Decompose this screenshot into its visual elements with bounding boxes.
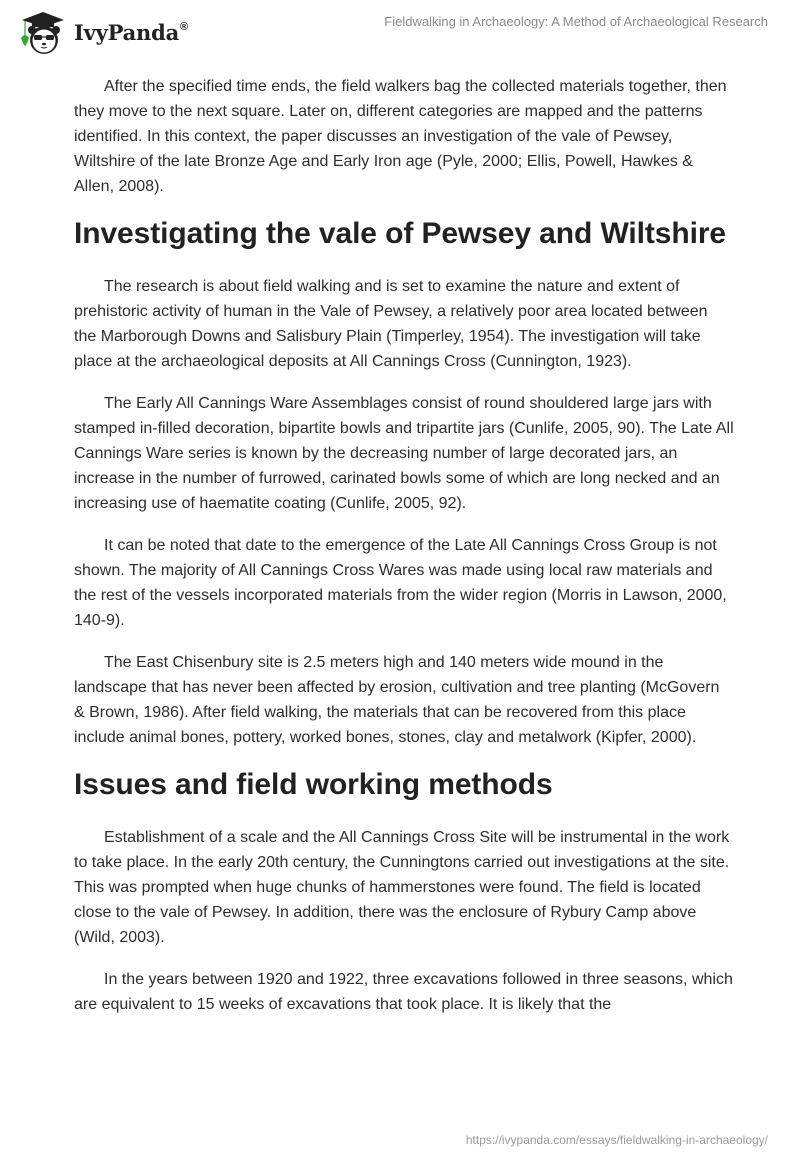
section-investigating-vale xyxy=(74,216,734,750)
intro-paragraph: After the specified time ends, the field walkers bag the collected materials together, then they move to the next square. Later on, different categories are mapped and the patterns identified. In this context, the paper discusses an investigation of the vale of Pewsey, Wiltshire of the late Bronze Age and Early Iron age (Pyle, 2000; Ellis, Powell, Hawkes & Allen, 2008). xyxy=(74,78,727,195)
section-heading: Issues and field working methods xyxy=(74,768,553,801)
ivypanda-logo[interactable] xyxy=(18,8,188,56)
panda-graduate-icon xyxy=(18,8,68,56)
paragraph: The East Chisenbury site is 2.5 meters high and 140 meters wide mound in the landscape that has never been affected by erosion, cultivation and tree planting (McGovern & Brown, 1986). After field walking, the materials that can be recovered from this place include animal bones, pottery, worked bones, stones, clay and metalwork (Kipfer, 2000). xyxy=(74,654,720,746)
page-header xyxy=(0,0,800,60)
section-issues-methods xyxy=(74,767,734,1017)
paragraph: In the years between 1920 and 1922, three excavations followed in three seasons, which are equivalent to 15 weeks of excavations that took place. It is likely that the xyxy=(74,971,733,1013)
source-url-link[interactable]: https://ivypanda.com/essays/fieldwalking-in-archaeology/ xyxy=(465,1133,768,1147)
registered-mark: ® xyxy=(180,20,188,33)
document-title: Fieldwalking in Archaeology: A Method of Archaeological Research xyxy=(384,14,768,29)
paragraph: The Early All Cannings Ware Assemblages consist of round shouldered large jars with stamped in-filled decoration, bipartite bowls and tripartite jars (Cunlife, 2005, 90). The Late All Cannings Ware series is known by the decreasing number of large decorated jars, an increase in the number of furrowed, carinated bowls some of which are long necked and an increasing use of haematite coating (Cunlife, 2005, 92). xyxy=(74,395,734,512)
section-heading: Investigating the vale of Pewsey and Wiltshire xyxy=(74,217,726,250)
paragraph: Establishment of a scale and the All Cannings Cross Site will be instrumental in the work to take place. In the early 20th century, the Cunningtons carried out investigations at the site. This was prompted when huge chunks of hammerstones were found. The field is located close to the vale of Pewsey. In addition, there was the enclosure of Rybury Camp above (Wild, 2003). xyxy=(74,829,730,946)
essay-content xyxy=(74,74,734,1034)
paragraph: The research is about field walking and is set to examine the nature and extent of prehistoric activity of human in the Vale of Pewsey, a relatively poor area located between the Marborough Downs and Salisbury Plain (Timperley, 1954). The investigation will take place at the archaeological deposits at All Cannings Cross (Cunnington, 1923). xyxy=(74,278,708,370)
brand-name: IvyPanda® xyxy=(74,19,188,45)
paragraph: It can be noted that date to the emergence of the Late All Cannings Cross Group is not shown. The majority of All Cannings Cross Wares was made using local raw materials and the rest of the vessels incorporated materials from the wider region (Morris in Lawson, 2000, 140-9). xyxy=(74,537,727,629)
